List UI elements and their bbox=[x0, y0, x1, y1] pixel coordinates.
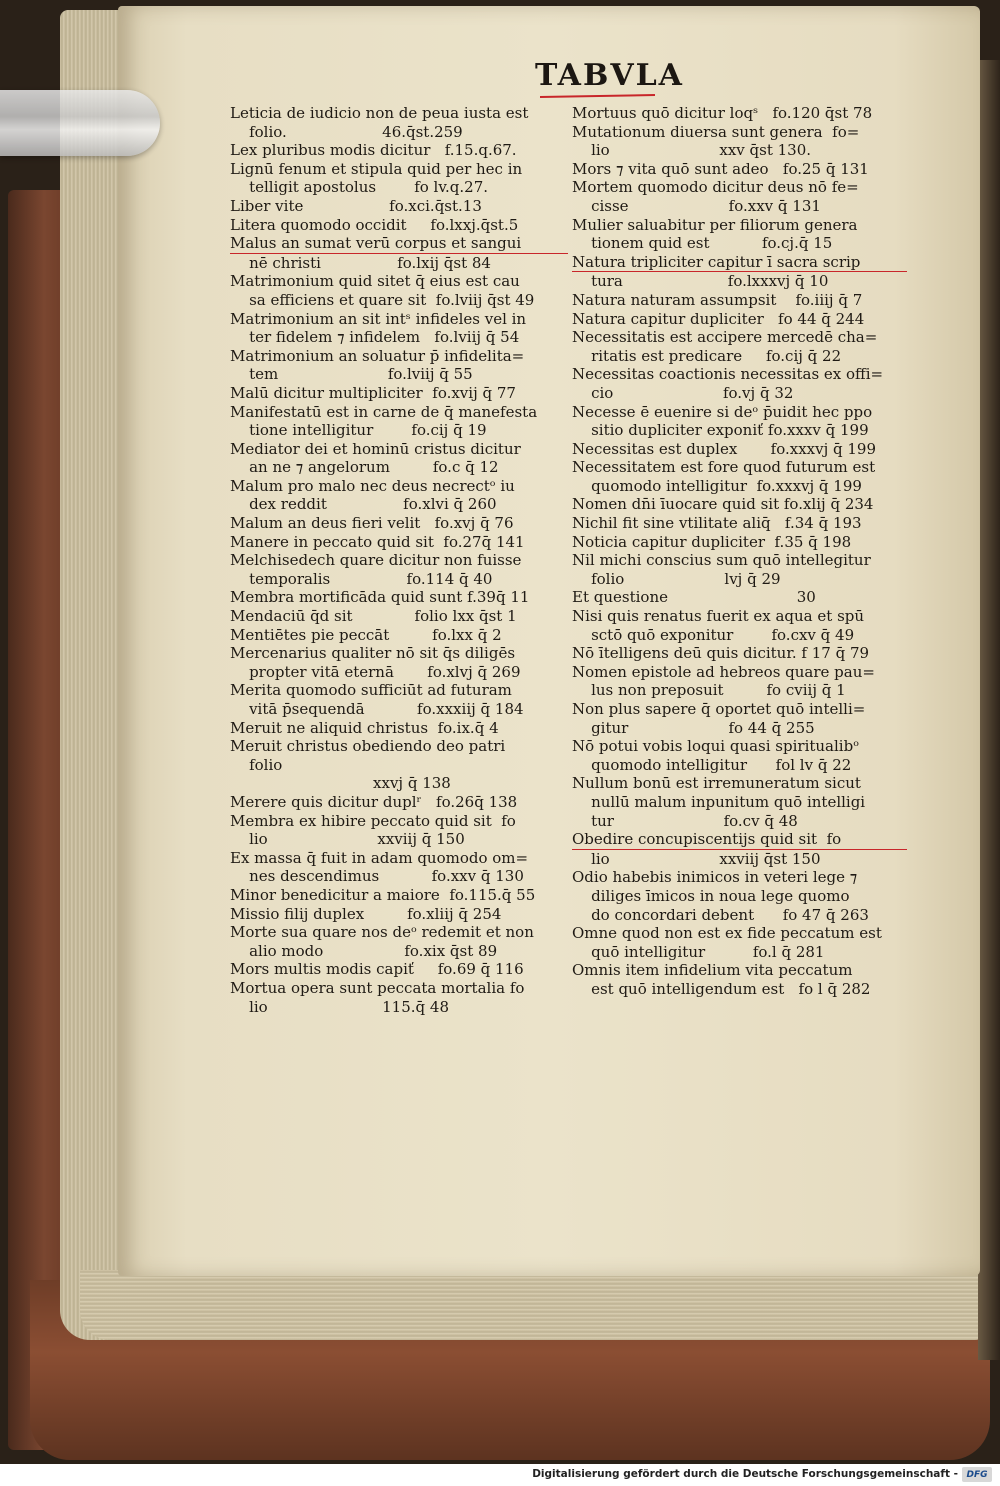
index-entry-line: ritatis est predicare fo.cij q̄ 22 bbox=[572, 346, 842, 365]
index-entry-line: Natura tripliciter capitur ī sacra scrip bbox=[572, 253, 907, 273]
index-entry-line: Mors ⁊ vita quō sunt adeo fo.25 q̄ 131 bbox=[572, 159, 869, 178]
index-entry-line: tur fo.cv q̄ 48 bbox=[572, 811, 798, 830]
index-entry-line: Nomen epistole ad hebreos quare pau= bbox=[572, 662, 875, 681]
index-entry-line: Liber vite fo.xci.q̄st.13 bbox=[230, 196, 482, 215]
index-entry-line: cio fo.vj q̄ 32 bbox=[572, 383, 794, 402]
index-entry-line: Malum pro malo nec deus necrectᵒ iu bbox=[230, 476, 515, 495]
index-entry-line: Nullum bonū est irremuneratum sicut bbox=[572, 774, 861, 793]
index-entry-line: Leticia de iudicio non de peua iusta est bbox=[230, 104, 529, 122]
index-entry-line: quō intelligitur fo.l q̄ 281 bbox=[572, 942, 825, 961]
index-entry-line: Litera quomodo occidit fo.lxxj.q̄st.5 bbox=[230, 215, 519, 234]
index-entry-line: Malum an deus fieri velit fo.xvj q̄ 76 bbox=[230, 514, 514, 533]
index-entry-line: Necessitas est duplex fo.xxxvj q̄ 199 bbox=[572, 439, 877, 458]
index-entry-line: Necesse ē euenire si deᵒ p̄uidit hec ppo bbox=[572, 402, 873, 421]
index-entry-line: sa efficiens et quare sit fo.lviij q̄st 49 bbox=[230, 290, 535, 309]
index-entry-line: nē christi fo.lxij q̄st 84 bbox=[230, 253, 491, 272]
index-entry-line: Membra mortificāda quid sunt f.39q̄ 11 bbox=[230, 588, 530, 607]
index-column-left bbox=[230, 104, 568, 1016]
index-entry-line: quomodo intelligitur fo.xxxvj q̄ 199 bbox=[572, 476, 862, 495]
index-entry-line: tione intelligitur fo.cij q̄ 19 bbox=[230, 421, 487, 440]
index-entry-line: Melchisedech quare dicitur non fuisse bbox=[230, 551, 522, 570]
index-entry-line: tem fo.lviij q̄ 55 bbox=[230, 365, 473, 384]
index-entry-line: lio xxv q̄st 130. bbox=[572, 141, 812, 160]
index-entry-line: sctō quō exponitur fo.cxv q̄ 49 bbox=[572, 625, 855, 644]
index-entry-line: Lignū fenum et stipula quid per hec in bbox=[230, 159, 523, 178]
index-entry-line: dex reddit fo.xlvi q̄ 260 bbox=[230, 495, 497, 514]
index-entry-line: propter vitā eternā fo.xlvj q̄ 269 bbox=[230, 662, 521, 681]
index-entry-line: Non plus sapere q̄ oportet quō intelli= bbox=[572, 700, 866, 718]
index-entry-line: Mortem quomodo dicitur deus nō fe= bbox=[572, 178, 859, 197]
index-entry-line: Nil michi conscius sum quō intellegitur bbox=[572, 551, 871, 570]
index-entry-line: Odio habebis inimicos in veteri lege ⁊ bbox=[572, 868, 858, 887]
index-entry-line: Natura capitur dupliciter fo 44 q̄ 244 bbox=[572, 309, 865, 328]
index-entry-line: Matrimonium an sit intˢ infideles vel in bbox=[230, 309, 527, 328]
index-entry-line: ter fidelem ⁊ infidelem fo.lviij q̄ 54 bbox=[230, 328, 520, 347]
index-entry-line: sitio dupliciter exponiť fo.xxxv q̄ 199 bbox=[572, 421, 869, 440]
index-entry-line: folio bbox=[230, 755, 283, 774]
index-entry-line: Mortua opera sunt peccata mortalia fo bbox=[230, 978, 525, 997]
index-entry-line: Mutationum diuersa sunt genera fo= bbox=[572, 122, 860, 141]
index-entry-line: Meruit ne aliquid christus fo.ix.q̄ 4 bbox=[230, 718, 499, 737]
index-entry-line: lio xxviij q̄st 150 bbox=[572, 849, 821, 868]
index-entry-line: an ne ⁊ angelorum fo.c q̄ 12 bbox=[230, 458, 499, 477]
index-entry-line: Merita quomodo sufficiūt ad futuram bbox=[230, 681, 512, 700]
index-entry-line: Ex massa q̄ fuit in adam quomodo om= bbox=[230, 848, 529, 867]
book-right-edge bbox=[978, 60, 1000, 1360]
index-entry-line: Minor benedicitur a maiore fo.115.q̄ 55 bbox=[230, 885, 536, 904]
index-entry-line: xxvj q̄ 138 bbox=[230, 774, 451, 793]
dfg-logo: DFG bbox=[962, 1467, 992, 1482]
index-entry-line: cisse fo.xxv q̄ 131 bbox=[572, 196, 821, 215]
page-weight-clamp bbox=[0, 90, 160, 156]
index-entry-line: quomodo intelligitur fol lv q̄ 22 bbox=[572, 755, 852, 774]
index-entry-line: temporalis fo.114 q̄ 40 bbox=[230, 569, 493, 588]
index-column-right bbox=[572, 104, 907, 999]
index-entry-line: Omne quod non est ex fide peccatum est bbox=[572, 924, 882, 943]
index-entry-line: Membra ex hibire peccato quid sit fo bbox=[230, 811, 516, 830]
index-entry-line: folio. 46.q̄st.259 bbox=[230, 122, 463, 141]
index-entry-line: Mortuus quō dicitur loqˢ fo.120 q̄st 78 bbox=[572, 104, 873, 122]
index-entry-line: Missio filij duplex fo.xliij q̄ 254 bbox=[230, 904, 502, 923]
footer-bar bbox=[0, 1464, 1000, 1486]
index-entry-line: Nomen dn̄i īuocare quid sit fo.xlij q̄ 234 bbox=[572, 495, 874, 514]
index-entry-line: Nichil fit sine vtilitate aliq̄ f.34 q̄ 193 bbox=[572, 514, 862, 533]
footer-credit: Digitalisierung gefördert durch die Deutsche Forschungsgemeinschaft - bbox=[532, 1468, 958, 1480]
index-entry-line: est quō intelligendum est fo l q̄ 282 bbox=[572, 979, 871, 998]
index-entry-line: Nō ītelligens deū quis dicitur. f 17 q̄ 79 bbox=[572, 644, 870, 663]
index-entry-line: Malū dicitur multipliciter fo.xvij q̄ 77 bbox=[230, 383, 516, 402]
index-entry-line: alio modo fo.xix q̄st 89 bbox=[230, 941, 498, 960]
index-entry-line: folio lvj q̄ 29 bbox=[572, 569, 781, 588]
index-entry-line: Necessitas coactionis necessitas ex offi= bbox=[572, 365, 884, 384]
index-entry-line: Manifestatū est in carne de q̄ manefesta bbox=[230, 402, 538, 421]
index-entry-line: Lex pluribus modis dicitur f.15.q.67. bbox=[230, 141, 517, 160]
index-entry-line: tionem quid est fo.cj.q̄ 15 bbox=[572, 234, 833, 253]
index-entry-line: telligit apostolus fo lv.q.27. bbox=[230, 178, 489, 197]
index-entry-line: Morte sua quare nos deᵒ redemit et non bbox=[230, 923, 534, 942]
index-entry-line: nullū malum inpunitum quō intelligi bbox=[572, 792, 866, 811]
index-entry-line: diliges īmicos in noua lege quomo bbox=[572, 886, 850, 905]
index-entry-line: Omnis item infidelium vita peccatum bbox=[572, 961, 853, 980]
index-entry-line: Mercenarius qualiter nō sit q̄s diligēs bbox=[230, 644, 516, 663]
index-entry-line: Manere in peccato quid sit fo.27q̄ 141 bbox=[230, 532, 525, 551]
index-entry-line: Necessitatem est fore quod futurum est bbox=[572, 458, 876, 477]
index-entry-line: vitā p̄sequendā fo.xxxiij q̄ 184 bbox=[230, 700, 524, 718]
index-entry-line: Merere quis dicitur duplʳ fo.26q̄ 138 bbox=[230, 792, 518, 811]
index-entry-line: Mors multis modis capiť fo.69 q̄ 116 bbox=[230, 960, 524, 979]
index-entry-line: Matrimonium quid sitet q̄ eius est cau bbox=[230, 272, 520, 291]
index-entry-line: Noticia capitur dupliciter f.35 q̄ 198 bbox=[572, 532, 852, 551]
index-entry-line: nes descendimus fo.xxv q̄ 130 bbox=[230, 867, 524, 886]
index-entry-line: lio 115.q̄ 48 bbox=[230, 997, 449, 1016]
index-entry-line: Mendaciū q̄d sit folio lxx q̄st 1 bbox=[230, 607, 517, 626]
index-entry-line: Meruit christus obediendo deo patri bbox=[230, 737, 506, 756]
index-entry-line: Natura naturam assumpsit fo.iiij q̄ 7 bbox=[572, 290, 863, 309]
index-entry-line: Malus an sumat verū corpus et sangui bbox=[230, 234, 568, 254]
index-entry-line: Mulier saluabitur per filiorum genera bbox=[572, 215, 858, 234]
index-entry-line: Matrimonium an soluatur p̄ infidelita= bbox=[230, 346, 525, 365]
index-entry-line: gitur fo 44 q̄ 255 bbox=[572, 718, 815, 737]
index-entry-line: lio xxviij q̄ 150 bbox=[230, 830, 465, 849]
index-entry-line: Nō potui vobis loqui quasi spiritualibᵒ bbox=[572, 737, 859, 756]
index-entry-line: Et questione 30 bbox=[572, 588, 816, 607]
index-entry-line: Mentiētes pie peccāt fo.lxx q̄ 2 bbox=[230, 625, 502, 644]
index-entry-line: Necessitatis est accipere mercedē cha= bbox=[572, 328, 878, 347]
index-entry-line: Mediator dei et hominū cristus dicitur bbox=[230, 439, 521, 458]
page-edges-bottom bbox=[80, 1270, 985, 1340]
index-entry-line: do concordari debent fo 47 q̄ 263 bbox=[572, 905, 869, 924]
index-entry-line: lus non preposuit fo cviij q̄ 1 bbox=[572, 681, 846, 700]
index-entry-line: Obedire concupiscentijs quid sit fo bbox=[572, 830, 907, 850]
index-entry-line: Nisi quis renatus fuerit ex aqua et spū bbox=[572, 607, 865, 626]
page-heading: TABVLA bbox=[535, 58, 684, 93]
index-entry-line: tura fo.lxxxvj q̄ 10 bbox=[572, 272, 829, 291]
